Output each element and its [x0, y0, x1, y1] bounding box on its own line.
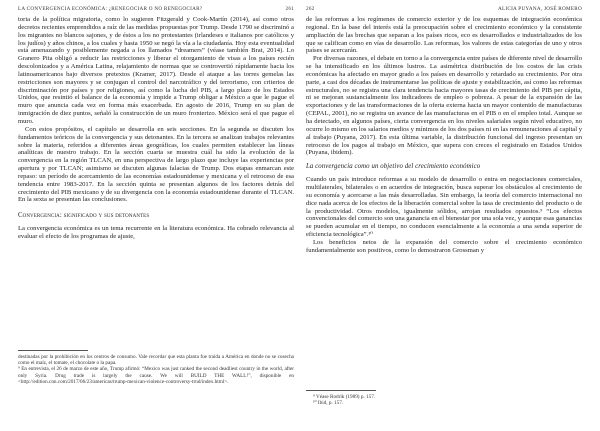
- left-footnote: ⁹ En entrevista, el 26 de marzo de este año, Trump afirmó: “Mexico was just ranked the second deadliest country in the world, after only Syria. Drug trade is largely the cause. We will BUILD THE WALL!”, disponible en <http://edition.cnn.com/2017/06/23/americas/trump-mexican-violence-controversy-trnd/index.html>.: [18, 366, 294, 385]
- left-paragraph: toria de la política migratoria, como lo sugieren Fitzgerald y Cook-Martín (2014), así como otros decretos recientes emprendidos a raíz de las medidas propuestas por Trump. Desde 1790 se discriminó a los migrantes no blancos sajones, y de éstos a los no protestantes (irlandeses e italianos por católicos y los judíos) y años chinos, a los cuales y hasta 1950 se negó la vía a la ciudadanía. Hoy esta eventualidad está amenazando y posiblemente negada a los llamados “dreamers” (véase también Brat, 2014). Lo Granero Pita obligó a reducir las restricciones y liberar el otorgamiento de visas a los países recién descolonizados y a América Latina, relajamiento de normas que se controvertió rápidamente hacia los latinoamericanos bajo diversos pretextos (Kramer, 2017). Desde el ataque a las torres gemelas las restricciones son mayores y se conjugan el control del narcotráfico y del terrorismo, con criterios de discriminación por países y por religiones, así como la lucha del PIB, a largo plazo de los Estados Unidos, que resintió el balance de la economía y impide a Trump obligar a México a que le pague el muro que anuncia cada vez en forma más exacerbada. En agosto de 2016, Trump en su plan de inmigración de diez puntos, señaló la construcción de un muro fronterizo. México será el que pague el muro.: [18, 16, 294, 125]
- right-running-head: [306, 6, 582, 16]
- left-section-paragraph: La convergencia económica es un tema recurrente en la literatura económica. Ha cobrado relevancia al evaluar el efecto de los programas de ajuste,: [18, 225, 294, 241]
- left-paragraph: Con estos propósitos, el capítulo se desarrolla en seis secciones. En la segunda se discuten los fundamentos teóricos de la convergencia y sus detonantes. En la tercera se analizan trabajos relevantes sobre la materia, referidos a diferentes áreas geográficas, los cuales permiten establecer las líneas analíticas de nuestro trabajo. En la sección cuarta se muestra cuál ha sido la evolución de la convergencia en la región TLCAN, en una perspectiva de largo plazo que incluye las experiencias por apertura y por TLCAN; asimismo se discuten algunas falacias de Trump. Dos etapas enmarcan este repaso: un período de acercamiento de las economías estadounidense y mexicana y el retroceso de esa tendencia entre 1983-2017. En la sección quinta se presentan algunos de los factores detrás del crecimiento del PIB mexicano y de su divergencia con la economía estadounidense durante el TLCAN. En la sexta se presentan las conclusiones.: [18, 125, 294, 204]
- right-footnotes: [306, 394, 582, 406]
- left-page-number: 261: [285, 6, 294, 12]
- right-section-paragraph: Los beneficios netos de la expansión del comercio sobre el crecimiento económico fundamentalmente son positivos, como lo demostraron Grossman y: [306, 238, 582, 254]
- left-body-text: [18, 16, 294, 241]
- left-running-head: [18, 6, 294, 16]
- right-footnote-rule: [306, 390, 376, 391]
- right-footnote: ¹⁰ Ibid, p. 157.: [313, 400, 344, 407]
- left-section-title: Convergencia: significado y sus detonantes: [18, 212, 150, 220]
- right-paragraph: de las reformas a los regímenes de comercio exterior y de los esquemas de integración económica regional. En la base del interés está la preocupación sobre el crecimiento económico y la consistente ampliación de las brechas que separan a los países ricos, eco es desarrollados e industrializados de los que se califican como en vías de desarrollo. Las reformas, los valores de estas categorías de uno y otros países se acercarán.: [306, 16, 582, 55]
- left-page: [18, 0, 294, 431]
- right-page-number: 262: [306, 6, 315, 12]
- right-paragraph: Por diversas razones, el debate en torno a la convergencia entre países de diferente nivel de desarrollo se ha intensificado en los últimos lustros. La asimétrica distribución de los costos de las crisis económicas ha afectado en mayor grado a los países en desarrollo y retardado su crecimiento. Por otra parte, a casi dos décadas de instrumentarse las políticas de ajuste y estabilización, así como las reformas estructurales, no se registra una clara tendencia hacia mayores tasas de crecimiento del PIB per cápita, ni se mejoran sustancialmente los indicadores de empleo o pobreza. A pesar de la expansión de las exportaciones y de las transformaciones de la oferta externa hacia un mayor contenido de manufacturas (CEPAL, 2001), no se registra un avance de las manufacturas en el PIB o en el empleo total. Aunque se ha detectado, en algunos países, cierta convergencia en los niveles salariales según nivel educativo, no ocurre lo mismo en los salarios medios y mínimos de los dos países ni en las remuneraciones al capital y al trabajo (Puyana, 2017). En esta última variable, la distribución funcional del ingreso presentan un retroceso de los pagos al trabajo en México, que supera con creces el registrado en Estados Unidos (Puyana, ibidem).: [306, 55, 582, 157]
- right-footnote: ⁹ Véase Rodrik (1989) p. 157.: [313, 394, 376, 400]
- right-page: [306, 0, 582, 431]
- right-section-title: La convergencia como un objetivo del crecimiento económico: [306, 163, 481, 171]
- left-footnotes: [18, 354, 294, 385]
- left-running-head-title: LA CONVERGENCIA ECONÓMICA: ¿RENEGOCIAR O NO RENEGOCIAR?: [18, 6, 203, 12]
- left-footnote-rule: [18, 350, 88, 351]
- right-section-paragraph: Cuando un país introduce reformas a su modelo de desarrollo o entra en negociaciones comerciales, multilaterales, bilaterales o en acuerdos de integración, busca superar los obstáculos al crecimiento de su economía y acercarse a las más desarrolladas. Sin embargo, la teoría del comercio internacional no dice nada acerca de los efectos de la liberación comercial sobre la tasa de crecimiento del producto o de la productividad. Otros modelos, igualmente sólidos, arrojan resultados opuestos.⁹ “Los efectos convencionales del comercio son una ganancia en el bienestar por una sola vez, y aunque esas ganancias se pueden acumular en el tiempo, no conducen esencialmente a la economía a una senda superior de eficiencia tecnológica”.¹⁰: [306, 176, 582, 239]
- right-body-text: [306, 16, 582, 255]
- right-running-head-title: ALICIA PUYANA, JOSÉ ROMERO: [497, 6, 582, 12]
- left-footnote: destinadas por la prohibición en los centros de consumo. Vale recordar que esta planta fue traída a América en donde no se cosecha como el maíz, el tomate, el chocolate o la papa.: [18, 354, 294, 367]
